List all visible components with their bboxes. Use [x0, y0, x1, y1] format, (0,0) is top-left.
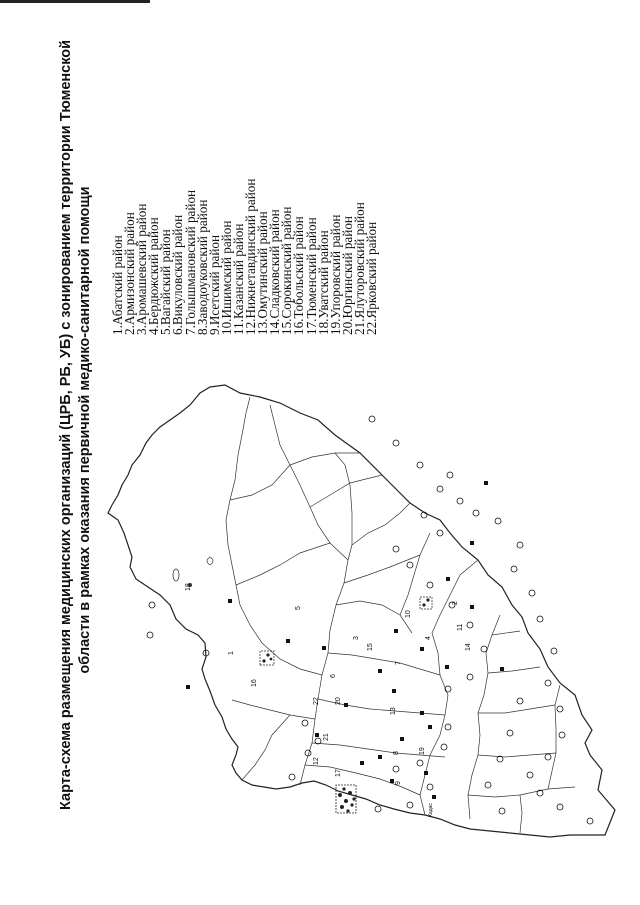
district-label-22: 22 — [313, 697, 320, 705]
district-label-16: 16 — [251, 679, 258, 687]
district-label-15: 15 — [367, 643, 374, 651]
legend-item: 18.Уватский район — [315, 230, 331, 335]
district-label-18: 18 — [185, 583, 192, 591]
district-label-8: 8 — [393, 751, 400, 755]
legend-item: 4.Бердюжский район — [146, 217, 162, 335]
legend-item: 20.Юргинский район — [339, 216, 355, 335]
legend-item: 12.Нижнетавдинский район — [243, 178, 259, 335]
legend-item: 21.Ялуторовский район — [351, 202, 367, 335]
district-label-10: 10 — [405, 610, 412, 618]
legend-item: 2.Армизонский район — [122, 212, 138, 335]
clinic-markers — [147, 416, 593, 824]
legend-item: 5.Вагайский район — [158, 229, 174, 335]
legend-item: 1.Абатский район — [110, 235, 125, 335]
legend-item: 11.Казанский район — [230, 223, 246, 335]
tyumen-cluster — [336, 785, 356, 813]
district-label-5: 5 — [295, 606, 302, 610]
lake-markers — [173, 557, 213, 587]
legend-item: 3.Аромашевский район — [134, 203, 150, 335]
legend-item: 16.Тобольский район — [291, 216, 307, 335]
legend-item: 9.Исетский район — [206, 234, 222, 335]
district-label-12: 12 — [313, 757, 320, 765]
title-line-1: Карта-схема размещения медицинских организаций (ЦРБ, РБ, УБ) с зонированием территории Тюменской — [58, 39, 74, 810]
legend-item: 13.Омутинский район — [255, 211, 271, 335]
region-outline — [108, 385, 615, 837]
district-label-20: 20 — [335, 697, 342, 705]
legend-item: 15.Сорокинский район — [279, 206, 295, 335]
district-label-19: 19 — [419, 747, 426, 755]
district-label-14: 14 — [465, 643, 472, 651]
district-label-1: 1 — [228, 651, 235, 655]
district-label-4: 4 — [425, 636, 432, 640]
legend-item: 22.Ярковский район — [363, 221, 379, 335]
district-label-17: 17 — [335, 769, 342, 777]
scale-note: Кадас — [428, 803, 434, 817]
district-label-7: 7 — [395, 661, 402, 665]
legend-item: 10.Ишимский район — [218, 220, 234, 335]
legend-item: 19.Упоровский район — [327, 214, 343, 335]
district-legend — [112, 5, 378, 335]
district-label-9: 9 — [395, 781, 402, 785]
district-label-2: 2 — [452, 601, 459, 605]
district-borders — [226, 397, 575, 833]
district-label-3: 3 — [353, 636, 360, 640]
legend-item: 6.Викуловский район — [170, 214, 186, 335]
tobolsk-cluster — [260, 651, 274, 665]
legend-item: 14.Сладковский район — [267, 209, 283, 335]
district-label-13: 13 — [390, 707, 397, 715]
ishim-cluster — [420, 597, 432, 609]
title-line-2: области в рамках оказания первичной медико-санитарной помощи — [77, 186, 93, 674]
legend-item: 7.Голышмановский район — [182, 189, 198, 335]
legend-item: 8.Заводоуковский район — [194, 199, 210, 335]
district-label-6: 6 — [330, 674, 337, 678]
district-label-11: 11 — [457, 623, 464, 631]
district-label-21: 21 — [323, 733, 330, 741]
legend-item: 17.Тюменский район — [303, 217, 319, 335]
hospital-markers — [186, 481, 504, 799]
